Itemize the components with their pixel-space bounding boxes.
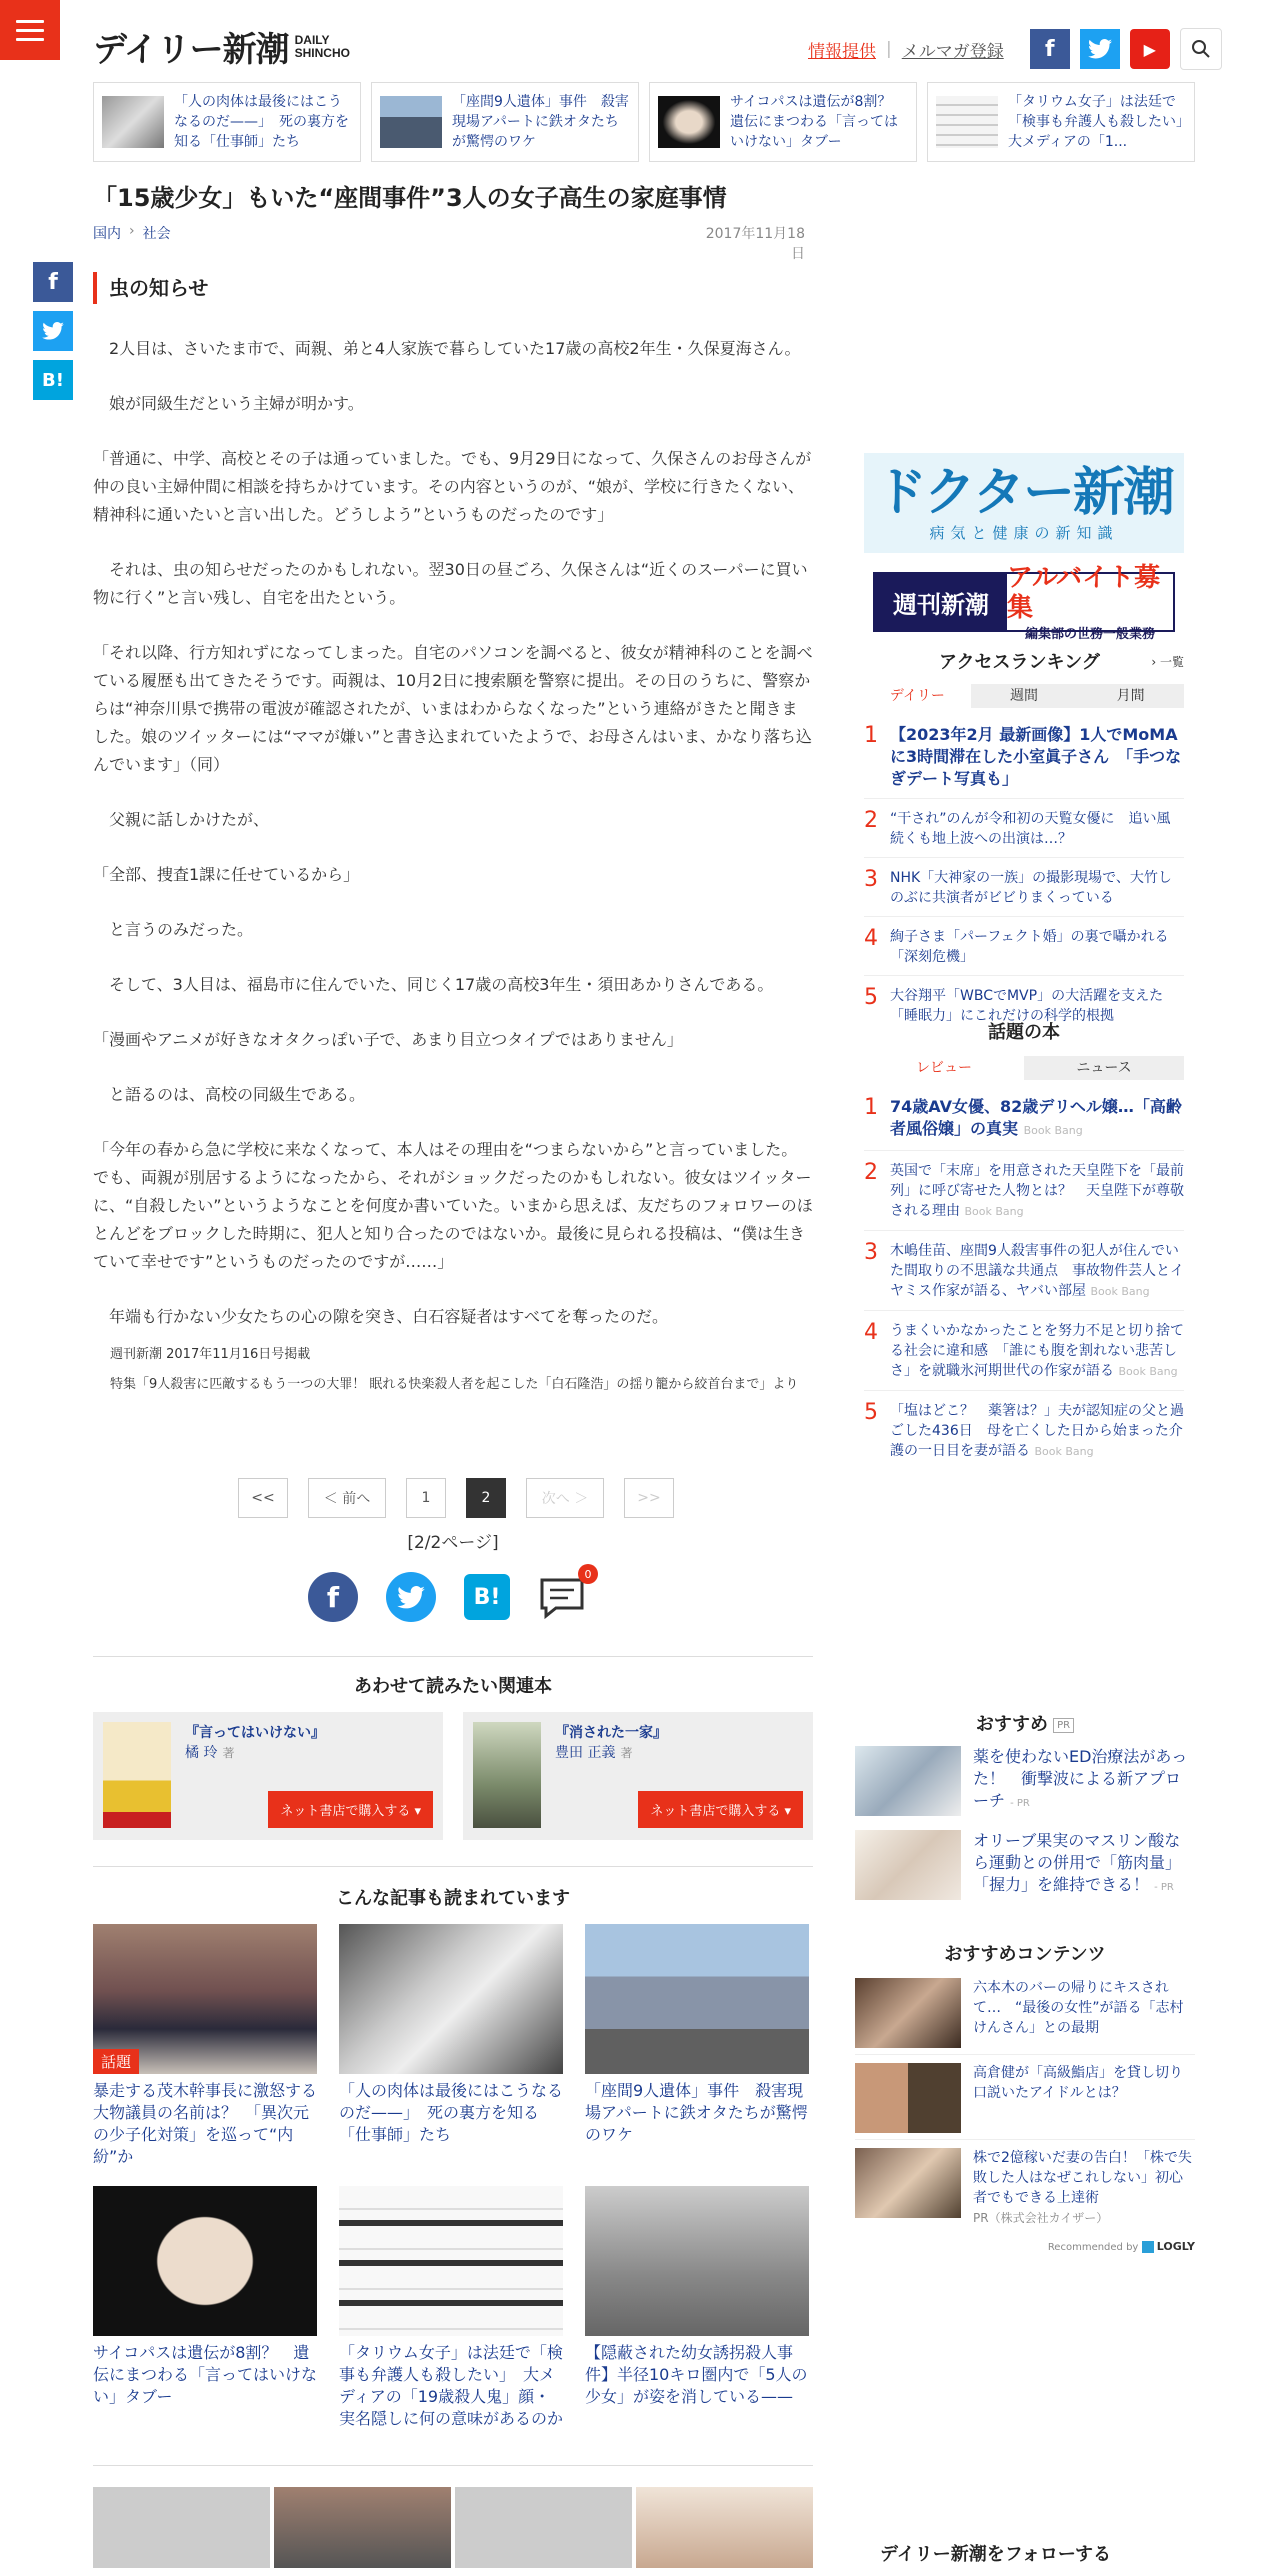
pr-mark: - PR xyxy=(1010,1798,1030,1809)
source-label: Book Bang xyxy=(964,1205,1024,1218)
rank-number: 3 xyxy=(864,867,878,892)
doctor-shincho-ad[interactable] xyxy=(864,453,1184,553)
paragraph: 「普通に、中学、高校とその子は通っていました。でも、9月29日になって、久保さんのお母さんが仲の良い主婦仲間に相談を持ちかけています。その内容というのが、“娘が、学校に行きたくない、精神科に通いたいと言い出した。どうしよう”というものだったのです」 xyxy=(93,449,812,524)
pr-text: 薬を使わないED治療法があった！ 衝撃波による新アプローチ xyxy=(973,1747,1188,1810)
strip-thumbnail[interactable] xyxy=(274,2487,451,2568)
divider xyxy=(93,1656,813,1657)
ad-left: 週刊新潮 xyxy=(875,574,1007,630)
source-label: Book Bang xyxy=(1118,1365,1178,1378)
book-title: 『言ってはいけない』 xyxy=(185,1725,325,1741)
article-caption: 【隠蔽された幼女誘拐殺人事件】半径10キロ圏内で「5人の少女」が姿を消している—— xyxy=(585,2343,808,2406)
article-date: 2017年11月18日 xyxy=(705,226,805,262)
pr-item[interactable] xyxy=(855,1830,1195,1900)
menu-button[interactable] xyxy=(0,0,60,60)
book-cover xyxy=(473,1722,541,1828)
rank-number: 4 xyxy=(864,1320,878,1345)
logo-jp: デイリー新潮 xyxy=(93,30,289,70)
paragraph: 父親に話しかけたが、 xyxy=(109,810,270,829)
paragraph: それは、虫の知らせだったのかもしれない。翌30日の昼ごろ、久保さんは“近くのスーパーに買い物に行く”と言い残し、自宅を出たという。 xyxy=(93,560,808,607)
top-card[interactable] xyxy=(927,82,1195,162)
divider xyxy=(93,2465,813,2466)
logo-en: DAILY SHINCHO xyxy=(294,32,350,60)
article-subheading: 虫の知らせ xyxy=(93,272,813,304)
first-page-button[interactable]: << xyxy=(238,1478,288,1518)
related-book-card[interactable] xyxy=(463,1712,813,1840)
twitter-icon[interactable] xyxy=(1080,29,1120,69)
book-cover xyxy=(103,1722,171,1828)
card-text: サイコパスは遺伝が8割？ 遺伝にまつわる「言ってはいけない」タブー xyxy=(730,94,906,150)
rank-number: 2 xyxy=(864,1160,878,1185)
last-page-button: >> xyxy=(624,1478,674,1518)
rank-number: 3 xyxy=(864,1240,878,1265)
strip-thumbnail[interactable] xyxy=(455,2487,632,2568)
rank-text: 【2023年2月 最新画像】1人でMoMAに3時間滞在した小室眞子さん 「手つなぎデート写真も」 xyxy=(890,725,1182,788)
article-card[interactable] xyxy=(585,2186,809,2408)
pr-text: オリーブ果実のマスリン酸なら運動との併用で「筋肉量」「握力」を維持できる！ xyxy=(973,1831,1182,1894)
recommend-text: 株で2億稼いだ妻の告白！「株で失敗した人はなぜこれしない」初心者でもできる上達術 xyxy=(973,2150,1192,2206)
top-article-cards xyxy=(93,82,1195,162)
article-caption: 「座間9人遺体」事件 殺害現場アパートに鉄オタたちが驚愕のワケ xyxy=(585,2081,808,2144)
logly-credit xyxy=(855,2240,1195,2253)
paragraph: そして、3人目は、福島市に住んでいた、同じく17歳の高校3年生・須田あかりさんである。 xyxy=(109,975,774,994)
card-thumbnail xyxy=(936,96,998,148)
comment-button[interactable] xyxy=(538,1567,592,1622)
topic-books xyxy=(864,1018,1184,1470)
menu-icon-bar xyxy=(16,29,44,32)
tab-review[interactable]: レビュー xyxy=(864,1056,1024,1080)
comment-count-badge: 0 xyxy=(578,1564,598,1584)
paragraph: 2人目は、さいたま市で、両親、弟と4人家族で暮らしていた17歳の高校2年生・久保夏海さん。 xyxy=(109,339,801,358)
paragraph: 「全部、捜査1課に任せているから」 xyxy=(93,865,360,884)
recommend-text: 高倉健が「高級鮨店」を貸し切り口説いたアイドルとは？ xyxy=(973,2065,1183,2101)
paragraph: と言うのみだった。 xyxy=(109,920,254,939)
rank-text: 74歳AV女優、82歳デリヘル嬢…「高齢者風俗嬢」の真実 xyxy=(890,1097,1182,1138)
book-author: 豊田 正義 xyxy=(555,1745,616,1761)
next-page-button: 次へ ＞ xyxy=(526,1478,604,1518)
card-thumbnail xyxy=(102,96,164,148)
source-label: Book Bang xyxy=(1090,1285,1150,1298)
author-suffix: 著 xyxy=(620,1746,633,1760)
page-2-button[interactable]: 2 xyxy=(466,1478,506,1518)
page-1-button[interactable]: 1 xyxy=(406,1478,446,1518)
article-body xyxy=(93,335,813,1422)
ad-headline: アルバイト募集 xyxy=(1007,562,1161,623)
article-thumbnail xyxy=(339,2186,563,2336)
page-count: [2/2ページ] xyxy=(407,1533,499,1553)
strip-thumbnail[interactable] xyxy=(93,2487,270,2568)
hatena-bookmark-icon[interactable]: B! xyxy=(464,1574,510,1620)
ranking-item[interactable] xyxy=(864,927,1184,976)
search-button[interactable] xyxy=(1180,28,1222,70)
ranking-item[interactable] xyxy=(864,809,1184,858)
article-card[interactable] xyxy=(339,2186,563,2430)
rank-number: 4 xyxy=(864,926,878,951)
top-card[interactable] xyxy=(371,82,639,162)
pr-title: おすすめ xyxy=(975,1714,1049,1735)
recommend-image xyxy=(855,1978,961,2048)
rank-text: 絢子さま「パーフェクト婚」の裏で囁かれる「深刻危機」 xyxy=(890,929,1169,965)
article-thumbnail xyxy=(93,1924,317,2074)
buy-book-button[interactable]: ネット書店で購入する ▾ xyxy=(268,1791,433,1828)
related-book-card[interactable] xyxy=(93,1712,443,1840)
more-articles-strip xyxy=(93,2487,813,2568)
article-caption: 暴走する茂木幹事長に激怒する大物議員の名前は？ 「異次元の少子化対策」を巡って“内紛”か xyxy=(93,2081,318,2166)
breadcrumb xyxy=(93,223,171,243)
paragraph: 年端も行かない少女たちの心の隙を突き、白石容疑者はすべてを奪ったのだ。 xyxy=(109,1307,669,1326)
article-title: 「15歳少女」もいた“座間事件”3人の女子高生の家庭事情 xyxy=(93,184,727,212)
prev-page-button[interactable]: ＜ 前へ xyxy=(308,1478,386,1518)
topic-books-title: 話題の本 xyxy=(988,1022,1060,1043)
menu-icon-bar xyxy=(16,38,44,41)
recommend-title: おすすめコンテンツ xyxy=(944,1944,1106,1965)
paragraph: と語るのは、高校の同級生である。 xyxy=(109,1085,366,1104)
breadcrumb-society[interactable]: 社会 xyxy=(142,226,171,242)
chevron-right-icon: › xyxy=(129,223,135,239)
book-topic-item[interactable] xyxy=(864,1096,1184,1151)
article-card[interactable] xyxy=(93,1924,317,2168)
ranking-item[interactable] xyxy=(864,868,1184,917)
pr-recommend xyxy=(855,1710,1195,1900)
article-thumbnail xyxy=(93,2186,317,2336)
rank-text: 大谷翔平「WBCでMVP」の大活躍を支えた「睡眠力」にこれだけの科学的根拠 xyxy=(890,988,1164,1024)
search-icon xyxy=(1191,39,1211,59)
follow-title: デイリー新潮をフォローする xyxy=(880,2544,1111,2565)
tab-monthly[interactable]: 月間 xyxy=(1077,684,1184,708)
header-links xyxy=(808,28,1222,70)
article-caption: 「人の肉体は最後にはこうなるのだ——」 死の裏方を知る「仕事師」たち xyxy=(339,2081,564,2144)
twitter-share-icon[interactable] xyxy=(33,311,73,351)
paragraph: 「漫画やアニメが好きなオタクっぽい子で、あまり目立つタイプではありません」 xyxy=(93,1030,683,1049)
tab-news[interactable]: ニュース xyxy=(1024,1056,1184,1080)
article-card[interactable] xyxy=(585,1924,809,2146)
card-text: 「人の肉体は最後にはこうなるのだ——」 死の裏方を知る「仕事師」たち xyxy=(174,94,349,150)
recommend-image xyxy=(855,2148,961,2218)
side-share-bar xyxy=(33,262,73,400)
logly-label: LOGLY xyxy=(1156,2240,1195,2253)
book-title: 『消された一家』 xyxy=(555,1725,667,1741)
breadcrumb-domestic[interactable]: 国内 xyxy=(93,226,121,242)
related-books-title: あわせて読みたい関連本 xyxy=(354,1676,552,1697)
pr-badge: PR xyxy=(1053,1718,1074,1733)
also-read-title: こんな記事も読まれています xyxy=(336,1888,570,1909)
card-thumbnail xyxy=(658,96,720,148)
paragraph: 「それ以降、行方知れずになってしまった。自宅のパソコンを調べると、彼女が精神科のことを調べている履歴も出てきたそうです。両親は、10月2日に捜索願を警察に提出。その日のうちに、警察からは“神奈川県で携帯の電波が確認されたが、いまはわからなくなった”という連絡がきたと聞きました。娘のツイッターには“ママが嫌い”と書き込まれていたようで、お母さんはいま、かなり落ち込んでいます」（同） xyxy=(93,643,813,774)
facebook-icon[interactable]: f xyxy=(1030,29,1070,69)
card-text: 「座間9人遺体」事件 殺害現場アパートに鉄オタたちが驚愕のワケ xyxy=(452,94,629,150)
article-byline: 週刊新潮 2017年11月16日号掲載 xyxy=(110,1347,311,1362)
recommend-item[interactable] xyxy=(855,1978,1195,2055)
pagination xyxy=(238,1478,674,1518)
divider xyxy=(93,1866,813,1867)
ad-subtitle: 病気と健康の新知識 xyxy=(929,523,1119,542)
article-thumbnail xyxy=(585,2186,809,2336)
facebook-share-icon[interactable]: f xyxy=(308,1572,358,1622)
rank-text: うまくいかなかったことを努力不足と切り捨てる社会に違和感 「誰にも腹を割れない悲苦しさ」を就職氷河期世代の作家が語る xyxy=(890,1323,1184,1379)
divider: | xyxy=(886,39,892,59)
author-suffix: 著 xyxy=(222,1746,235,1760)
rank-text: 「塩はどこ？ 薬箸は？」夫が認知症の父と過ごした436日 母を亡くした日から始まった介護の一日目を妻が語る xyxy=(890,1403,1184,1459)
rank-number: 2 xyxy=(864,808,878,833)
logly-icon xyxy=(1142,2241,1154,2253)
recommend-image xyxy=(855,2063,961,2133)
newsletter-link[interactable]: メルマガ登録 xyxy=(901,41,1004,62)
recommend-text: 六本木のバーの帰りにキスされて… “最後の女性”が語る「志村けんさん」との最期 xyxy=(973,1980,1184,2036)
paragraph: 「今年の春から急に学校に来なくなって、本人はその理由を“つまらないから”と言っていました。でも、両親が別居するようになったから、それがショックだったのかもしれない。彼女はツイッターに、“自殺したい”というようなことを何度か書いていた。いまから思えば、友だちのフォロワーのほとんどをブロックした時期に、犯人と知り合ったのではないか。最後に見られる投稿は、“僕は生きていて幸せです”というものだったのですが……」 xyxy=(93,1140,813,1271)
article-caption: サイコパスは遺伝が8割？ 遺伝にまつわる「言ってはいけない」タブー xyxy=(93,2343,318,2406)
rank-text: 木嶋佳苗、座間9人殺害事件の犯人が住んでいた間取りの不思議な共通点 事故物件芸人とイヤミス作家が語る、ヤバい部屋 xyxy=(890,1243,1184,1299)
rank-number: 1 xyxy=(864,1095,878,1120)
book-topic-item[interactable] xyxy=(864,1161,1184,1231)
tab-daily[interactable]: デイリー xyxy=(864,684,971,708)
card-thumbnail xyxy=(380,96,442,148)
article-thumbnail xyxy=(585,1924,809,2074)
book-topic-item[interactable] xyxy=(864,1241,1184,1311)
facebook-share-icon[interactable]: f xyxy=(33,262,73,302)
rank-number: 5 xyxy=(864,985,878,1010)
article-card[interactable] xyxy=(339,1924,563,2146)
tab-weekly[interactable]: 週間 xyxy=(971,684,1078,708)
bottom-share-bar xyxy=(308,1567,592,1622)
topic-tag: 話題 xyxy=(93,2049,139,2074)
top-card[interactable] xyxy=(649,82,917,162)
recommended-by: Recommended by xyxy=(1047,2242,1139,2253)
hatena-bookmark-icon[interactable]: B! xyxy=(33,360,73,400)
source-label: Book Bang xyxy=(1034,1445,1094,1458)
info-link[interactable]: 情報提供 xyxy=(808,41,876,62)
ranking-item[interactable] xyxy=(864,724,1184,799)
rank-number: 5 xyxy=(864,1400,878,1425)
access-ranking xyxy=(864,648,1184,1034)
source-label: Book Bang xyxy=(1023,1124,1083,1137)
book-topic-item[interactable] xyxy=(864,1401,1184,1470)
article-thumbnail xyxy=(339,1924,563,2074)
article-caption: 「タリウム女子」は法廷で「検事も弁護人も殺したい」 大メディアの「19歳殺人鬼」顔・実名隠しに何の意味があるのか xyxy=(339,2343,564,2428)
pr-item[interactable] xyxy=(855,1746,1195,1816)
recommend-item[interactable] xyxy=(855,2148,1195,2234)
rank-text: NHK「大神家の一族」の撮影現場で、大竹しのぶに共演者がビビりまくっている xyxy=(890,870,1172,906)
site-logo[interactable] xyxy=(93,22,350,71)
menu-icon-bar xyxy=(16,20,44,23)
ranking-more-link[interactable]: › 一覧 xyxy=(1151,654,1184,669)
top-card[interactable] xyxy=(93,82,361,162)
job-ad[interactable] xyxy=(873,562,1175,642)
recommended-contents xyxy=(855,1940,1195,2253)
strip-thumbnail[interactable] xyxy=(636,2487,813,2568)
book-topic-item[interactable] xyxy=(864,1321,1184,1391)
recommend-item[interactable] xyxy=(855,2063,1195,2140)
rank-text: 英国で「末席」を用意された天皇陛下を「最前列」に呼び寄せた人物とは？ 天皇陛下が尊敬される理由 xyxy=(890,1163,1184,1219)
book-author: 橘 玲 xyxy=(185,1745,218,1761)
pr-image xyxy=(855,1746,961,1816)
sponsor-text: PR（株式会社カイザー） xyxy=(973,2211,1109,2225)
rank-number: 1 xyxy=(864,723,878,748)
article-card[interactable] xyxy=(93,2186,317,2408)
paragraph: 娘が同級生だという主婦が明かす。 xyxy=(109,394,364,413)
rank-text: “干され”のんが令和初の天覧女優に 追い風続くも地上波への出演は…？ xyxy=(890,811,1171,847)
twitter-share-icon[interactable] xyxy=(386,1572,436,1622)
ad-title: ドクター新潮 xyxy=(875,462,1173,523)
card-text: 「タリウム女子」は法廷で「検事も弁護人も殺したい」 大メディアの「1... xyxy=(1008,94,1197,150)
ad-subline: 編集部の世務一般業務 xyxy=(1024,626,1155,642)
pr-image xyxy=(855,1830,961,1900)
ranking-title: アクセスランキング xyxy=(939,652,1100,673)
buy-book-button[interactable]: ネット書店で購入する ▾ xyxy=(638,1791,803,1828)
topic-books-tabs xyxy=(864,1056,1184,1080)
ranking-tabs xyxy=(864,684,1184,708)
youtube-icon[interactable]: ▶ xyxy=(1130,29,1170,69)
pr-mark: - PR xyxy=(1154,1882,1174,1893)
article-source-note: 特集「9人殺害に匹敵するもう一つの大罪！ 眠れる快楽殺人者を起こした「白石隆浩」の揺り籠から絞首台まで」より xyxy=(110,1377,799,1392)
